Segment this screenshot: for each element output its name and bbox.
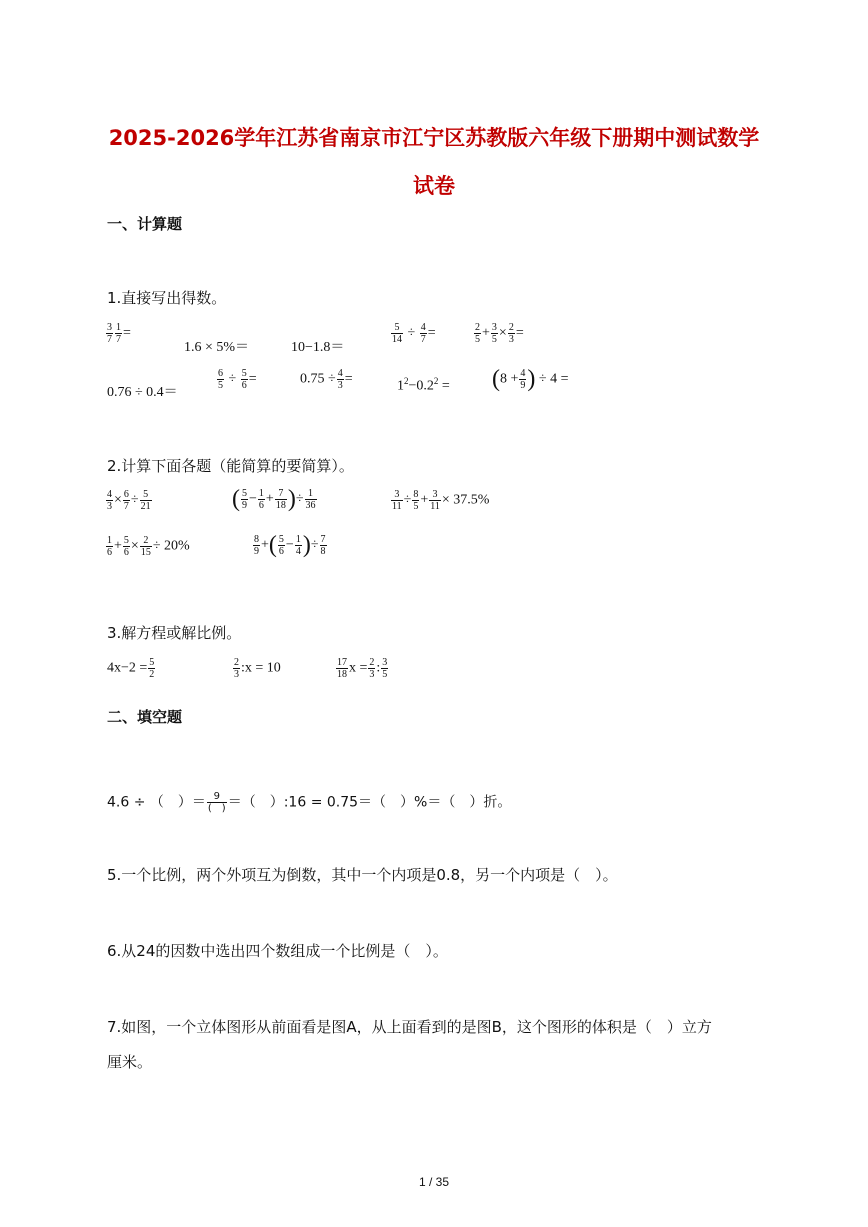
q1-item-g: $\frac{6}{5}$ ÷ $\frac{5}{6}$ = <box>218 368 257 391</box>
q2-item-b: ( $\frac{5}{9}$ − $\frac{1}{6}$ + $\frac{7}{18}$ )÷ $\frac{1}{36}$ <box>232 486 316 512</box>
question-6: 6.从24的因数中选出四个数组成一个比例是（ ）。 <box>107 942 448 960</box>
q1-item-h: 0.75 ÷ $\frac{4}{3}$ = <box>300 368 353 391</box>
question-4: 4.6 ÷ （ ）＝ 9 ( ) ＝（ ）:16 = 0.75＝（ ）%＝（ ）折。 <box>107 791 512 814</box>
q2-item-e: $\frac{8}{9}$ +( $\frac{5}{6}$ − $\frac{1}{4}$ )÷ $\frac{7}{8}$ <box>254 532 326 558</box>
q1-item-j: (8 + $\frac{4}{9}$ ) ÷ 4 = <box>492 366 569 392</box>
q1-item-a: $\frac{3}{7}$ $\frac{1}{7}$ = <box>107 322 131 345</box>
question-2-stem: 2.计算下面各题（能简算的要简算）。 <box>107 457 354 475</box>
q1-item-e: $\frac{2}{5}$ + $\frac{3}{5}$ × $\frac{2}{3}$ = <box>475 322 524 345</box>
question-1-stem: 1.直接写出得数。 <box>107 289 227 307</box>
q1-item-i: $1^2-0.2^2$ = <box>397 376 450 394</box>
question-7-line-2: 厘米。 <box>107 1053 153 1071</box>
q2-item-d: $\frac{1}{6}$ + $\frac{5}{6}$ × $\frac{2}{15}$ ÷ 20% <box>107 535 190 558</box>
q3-equation-1: 4x−2 = $\frac{5}{2}$ <box>107 657 155 680</box>
q1-item-d: $\frac{5}{14}$ ÷ $\frac{4}{7}$ = <box>392 322 436 345</box>
q3-equation-3: $\frac{17}{18}$ x = $\frac{2}{3}$ : $\frac{3}{5}$ <box>337 657 388 680</box>
question-3-stem: 3.解方程或解比例。 <box>107 624 242 642</box>
title-line-1: 2025-2026学年江苏省南京市江宁区苏教版六年级下册期中测试数学 <box>108 126 760 150</box>
section-heading-fill: 二、填空题 <box>107 708 183 726</box>
q2-item-c: $\frac{3}{11}$ ÷ $\frac{8}{5}$ + $\frac{3}{11}$ × 37.5% <box>392 489 490 512</box>
q3-equation-2: $\frac{2}{3}$ :x = 10 <box>234 657 281 680</box>
q2-item-a: $\frac{4}{3}$ × $\frac{6}{7}$ ÷ $\frac{5}{21}$ <box>107 489 151 512</box>
page-number: 1 / 35 <box>418 1175 450 1189</box>
question-7-line-1: 7.如图，一个立体图形从前面看是图A，从上面看到的是图B，这个图形的体积是（ ）立方 <box>107 1018 712 1036</box>
q1-item-b: 1.6 × 5%＝ <box>184 340 250 355</box>
q1-item-c: 10−1.8＝ <box>291 340 345 355</box>
section-heading-calc: 一、计算题 <box>107 215 183 233</box>
title-line-2: 试卷 <box>413 174 455 198</box>
q1-item-f: 0.76 ÷ 0.4＝ <box>107 385 178 400</box>
question-5: 5.一个比例，两个外项互为倒数，其中一个内项是0.8，另一个内项是（ ）。 <box>107 866 618 884</box>
